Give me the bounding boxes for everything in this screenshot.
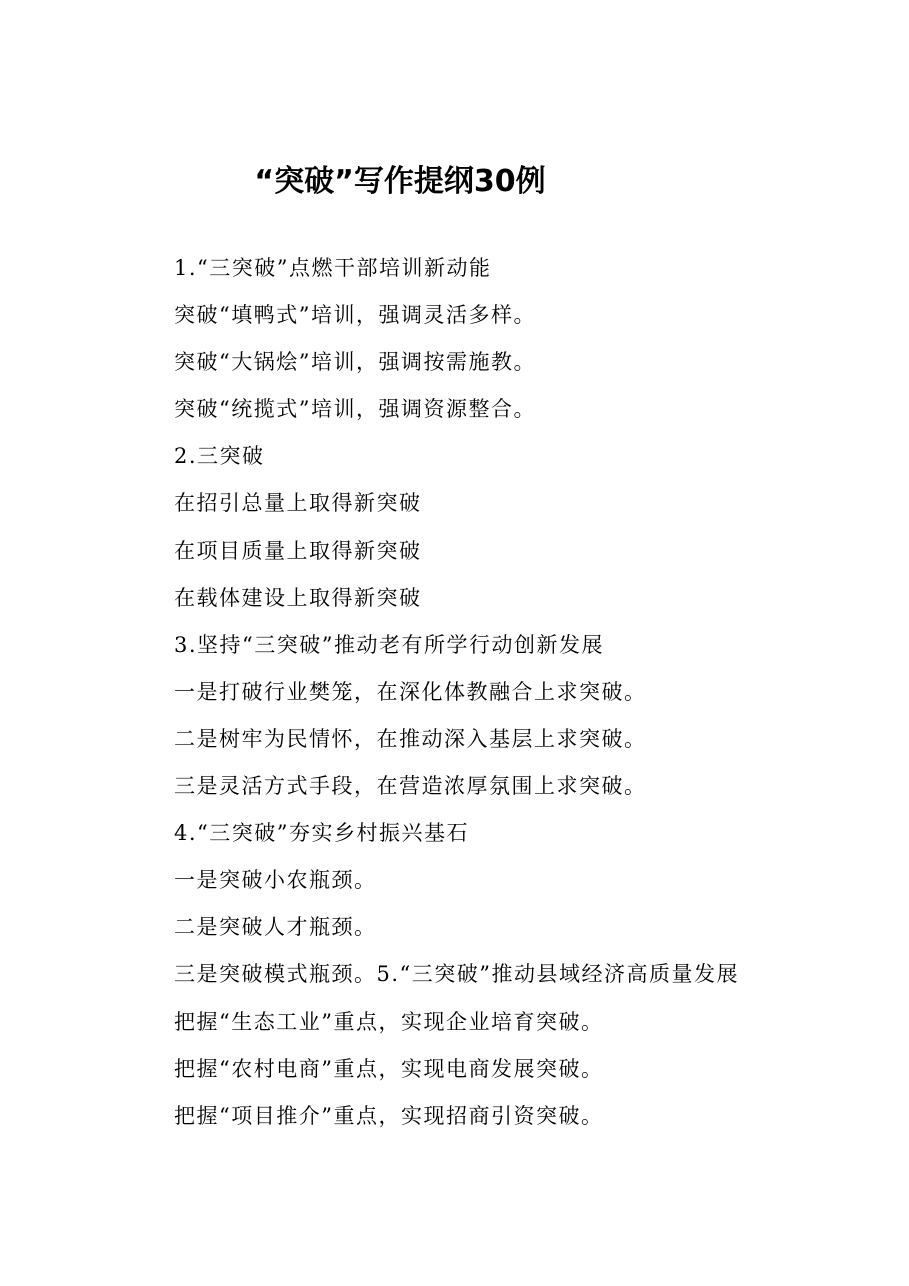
list-item: 二是树牢为民情怀，在推动深入基层上求突破。 — [174, 726, 647, 751]
list-item: 一是突破小农瓶颈。 — [174, 868, 377, 893]
list-item: 突破“统揽式”培训，强调资源整合。 — [174, 397, 536, 422]
list-item: 一是打破行业樊笼，在深化体教融合上求突破。 — [174, 679, 647, 704]
list-heading: 3.坚持“三突破”推动老有所学行动创新发展 — [174, 632, 605, 657]
list-item: 二是突破人才瓶颈。 — [174, 915, 377, 940]
document-title: “突破”写作提纲30例 — [254, 164, 546, 199]
list-item: 突破“填鸭式”培训，强调灵活多样。 — [174, 303, 536, 328]
document-body — [174, 245, 874, 1140]
list-heading: 4.“三突破”夯实乡村振兴基石 — [174, 821, 470, 846]
list-item: 在招引总量上取得新突破 — [174, 491, 422, 516]
list-item: 把握“项目推介”重点，实现招商引资突破。 — [174, 1103, 604, 1128]
list-item: 突破“大锅烩”培训，强调按需施教。 — [174, 350, 536, 375]
list-item: 在载体建设上取得新突破 — [174, 585, 422, 610]
list-item: 三是突破模式瓶颈。5.“三突破”推动县域经济高质量发展 — [174, 962, 740, 987]
list-item: 把握“农村电商”重点，实现电商发展突破。 — [174, 1056, 604, 1081]
list-item: 在项目质量上取得新突破 — [174, 538, 422, 563]
list-item: 三是灵活方式手段，在营造浓厚氛围上求突破。 — [174, 774, 647, 799]
list-item: 把握“生态工业”重点，实现企业培育突破。 — [174, 1009, 604, 1034]
list-heading: 2.三突破 — [174, 444, 265, 469]
list-heading: 1.“三突破”点燃干部培训新动能 — [174, 256, 492, 280]
